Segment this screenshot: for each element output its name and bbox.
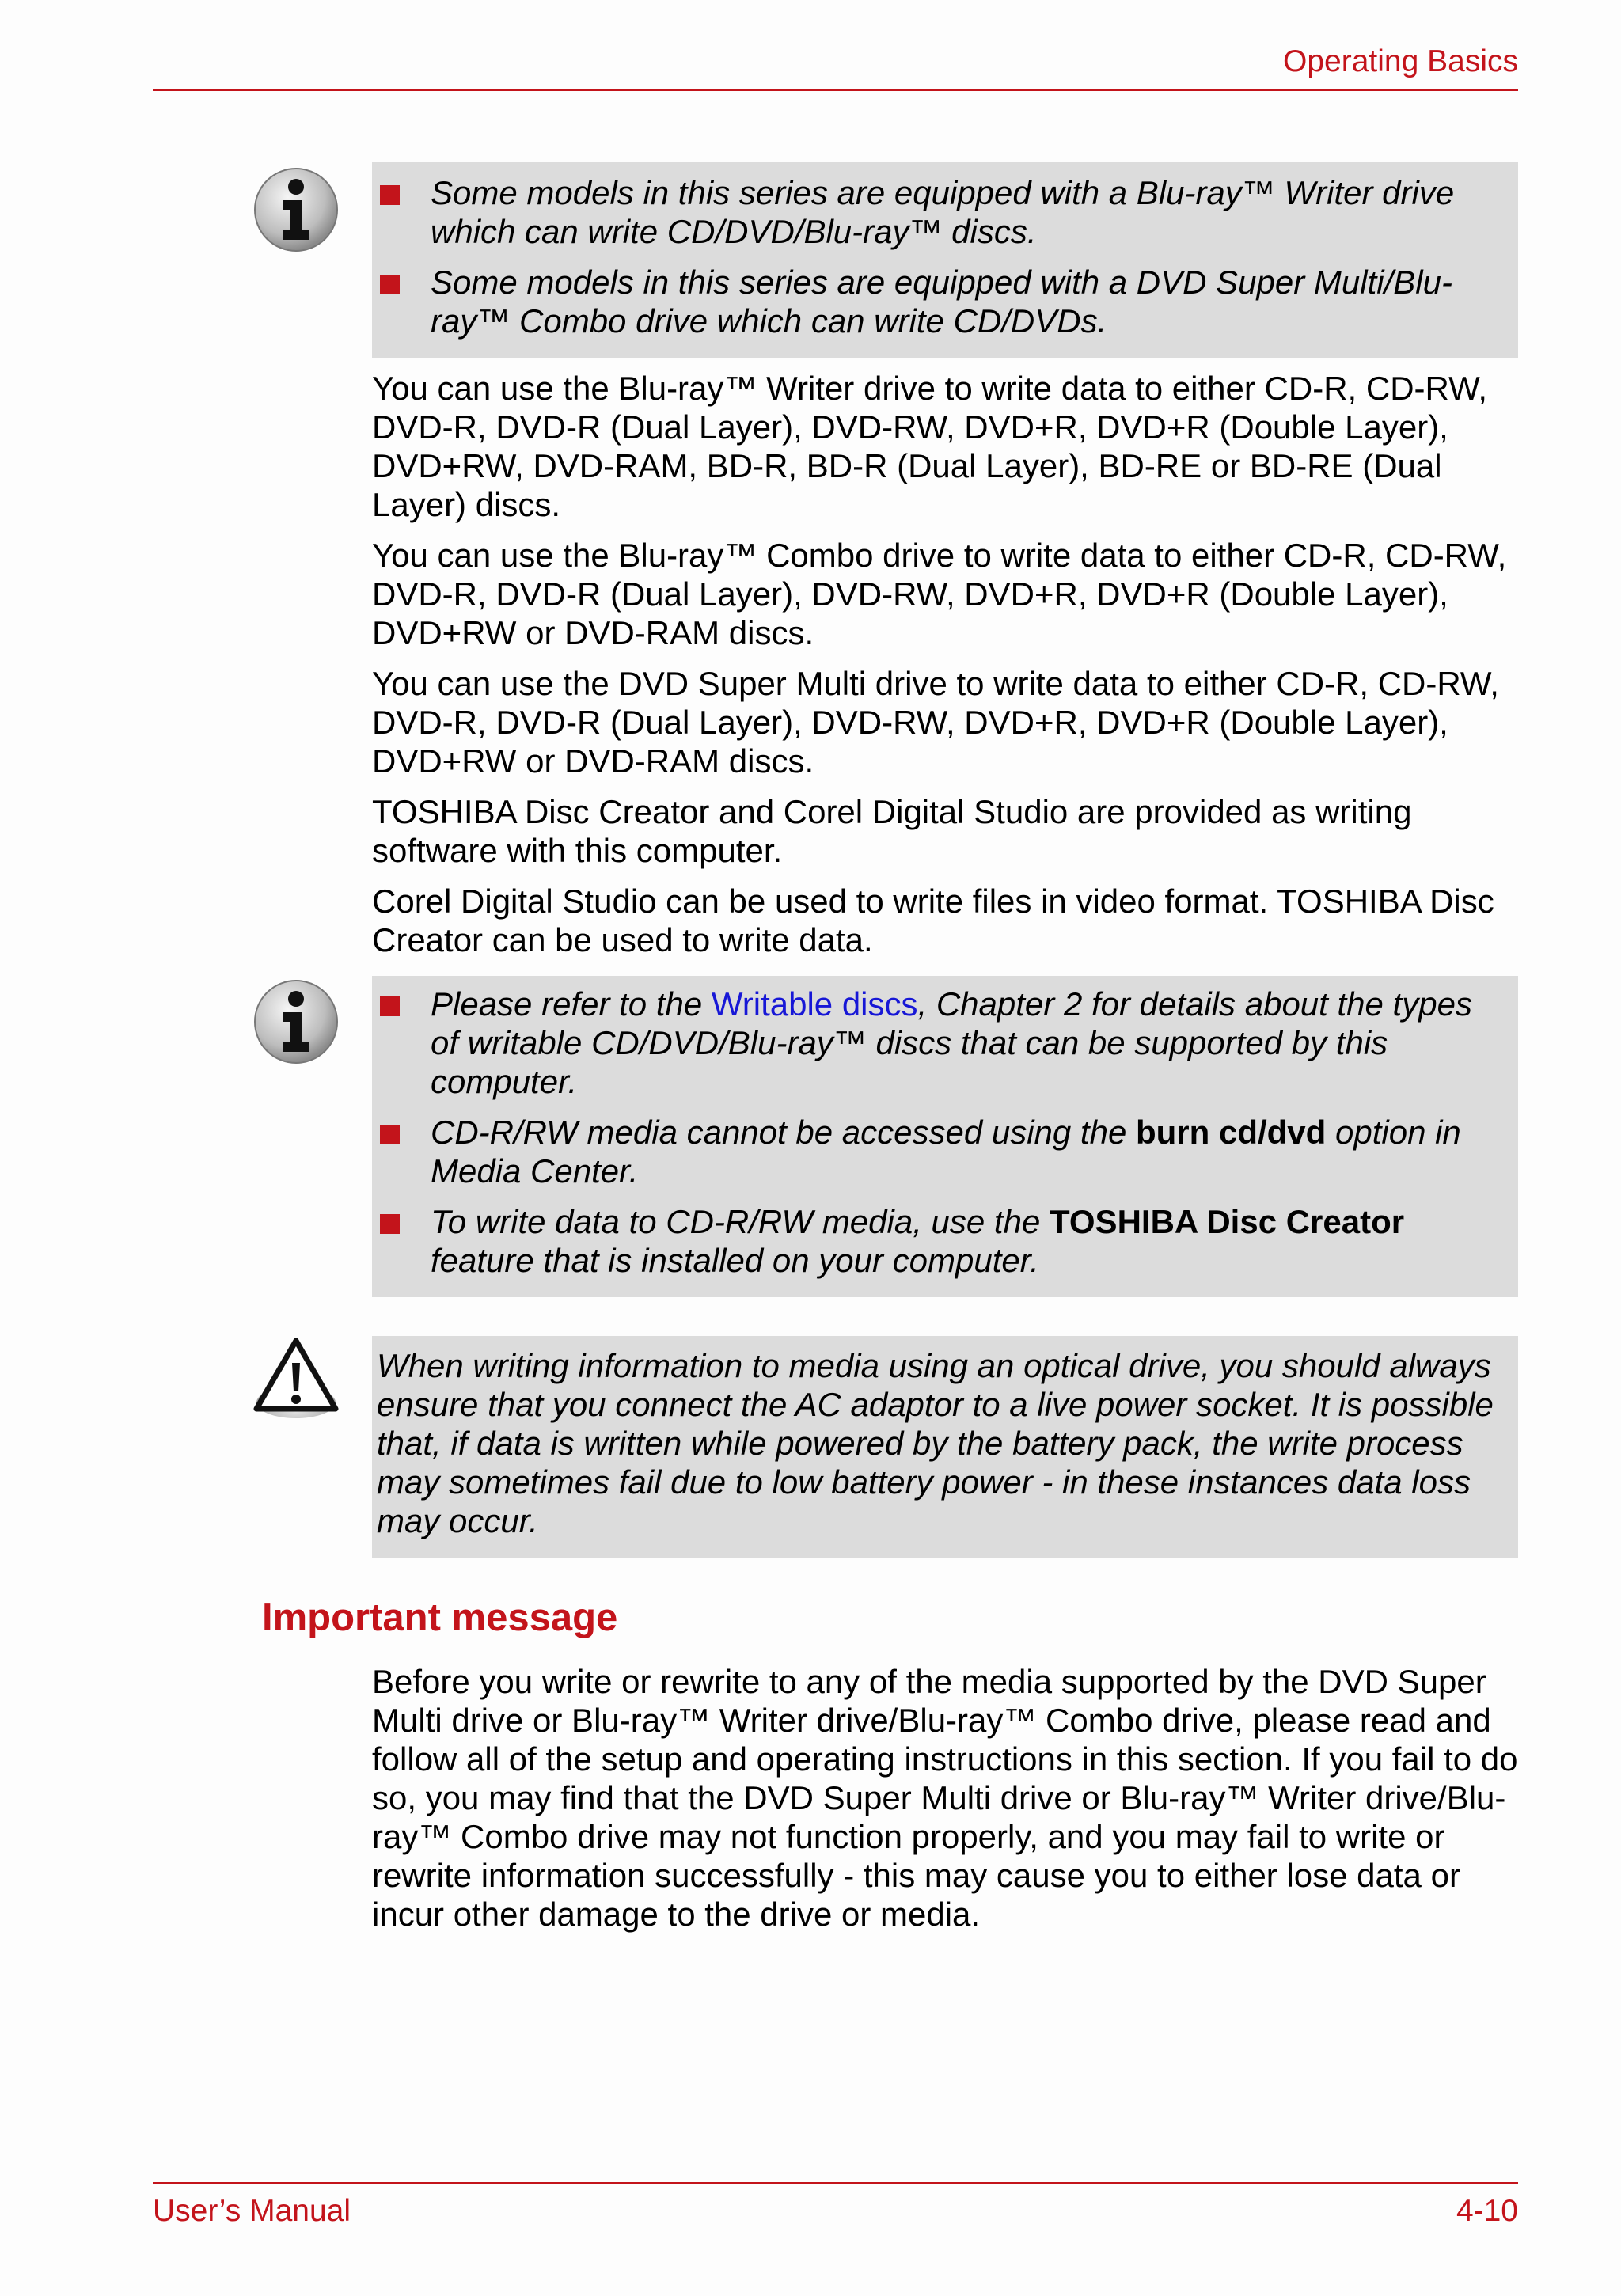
paragraph: Corel Digital Studio can be used to write files in video format. TOSHIBA Disc Creator can be used to write data.	[372, 882, 1494, 958]
note-box-drive-models	[372, 162, 1518, 358]
section-heading: Important message	[262, 1596, 618, 1639]
writable-discs-link[interactable]: Writable discs	[711, 985, 918, 1023]
paragraph: You can use the Blu-ray™ Combo drive to write data to either CD-R, CD-RW, DVD-R, DVD-R (Dual Layer), DVD-RW, DVD+R, DVD+R (Double Layer), DVD+RW or DVD-RAM discs.	[372, 537, 1507, 651]
info-icon	[252, 165, 340, 254]
header-rule	[153, 89, 1518, 91]
bullet-marker	[380, 1125, 400, 1144]
footer-manual-title: User’s Manual	[153, 2194, 351, 2228]
running-header: Operating Basics	[1283, 44, 1518, 78]
warning-icon	[252, 1336, 340, 1421]
bullet-marker	[380, 275, 400, 294]
caution-box	[372, 1336, 1518, 1558]
note-item: CD-R/RW media cannot be accessed using the burn cd/dvd option in Media Center.	[372, 1113, 1505, 1190]
section-body	[372, 1662, 1518, 1945]
bullet-marker	[380, 1214, 400, 1234]
note-item: Please refer to the Writable discs, Chapter 2 for details about the types of writable CD/DVD/Blu-ray™ discs that can be supported by this computer.	[372, 985, 1505, 1101]
note-item: To write data to CD-R/RW media, use the TOSHIBA Disc Creator feature that is installed on your computer.	[372, 1202, 1505, 1280]
paragraph: Before you write or rewrite to any of the media supported by the DVD Super Multi drive or Blu-ray™ Writer drive/Blu-ray™ Combo drive, please read and follow all of the setup and operating instructions in this section. If you fail to do so, you may find that the DVD Super Multi drive or Blu-ray™ Writer drive/Blu-ray™ Combo drive may not function properly, and you may fail to write or rewrite information successfully - this may cause you to either lose data or incur other damage to the drive or media.	[372, 1663, 1518, 1933]
bullet-marker	[380, 996, 400, 1016]
paragraph: You can use the DVD Super Multi drive to write data to either CD-R, CD-RW, DVD-R, DVD-R (Dual Layer), DVD-RW, DVD+R, DVD+R (Double Layer), DVD+RW or DVD-RAM discs.	[372, 665, 1499, 780]
paragraph: TOSHIBA Disc Creator and Corel Digital Studio are provided as writing software with this computer.	[372, 793, 1412, 869]
body-paragraphs	[372, 369, 1518, 971]
caution-text: When writing information to media using an optical drive, you should always ensure that you connect the AC adaptor to a live power socket. It is possible that, if data is written while powered by the battery pack, the write process may sometimes fail due to low battery power - in these instances data loss may occur.	[377, 1347, 1494, 1539]
page-number: 4-10	[1456, 2194, 1518, 2228]
info-icon	[252, 977, 340, 1066]
footer-rule	[153, 2182, 1518, 2184]
note-item: Some models in this series are equipped with a Blu-ray™ Writer drive which can write CD/DVD/Blu-ray™ discs.	[372, 173, 1502, 251]
note-item: Some models in this series are equipped with a DVD Super Multi/Blu-ray™ Combo drive which can write CD/DVDs.	[372, 263, 1502, 340]
bullet-marker	[380, 185, 400, 205]
paragraph: You can use the Blu-ray™ Writer drive to write data to either CD-R, CD-RW, DVD-R, DVD-R (Dual Layer), DVD-RW, DVD+R, DVD+R (Double Layer), DVD+RW, DVD-RAM, BD-R, BD-R (Dual Layer), BD-RE or BD-RE (Dual Layer) discs.	[372, 370, 1488, 523]
note-box-writing	[372, 976, 1518, 1297]
